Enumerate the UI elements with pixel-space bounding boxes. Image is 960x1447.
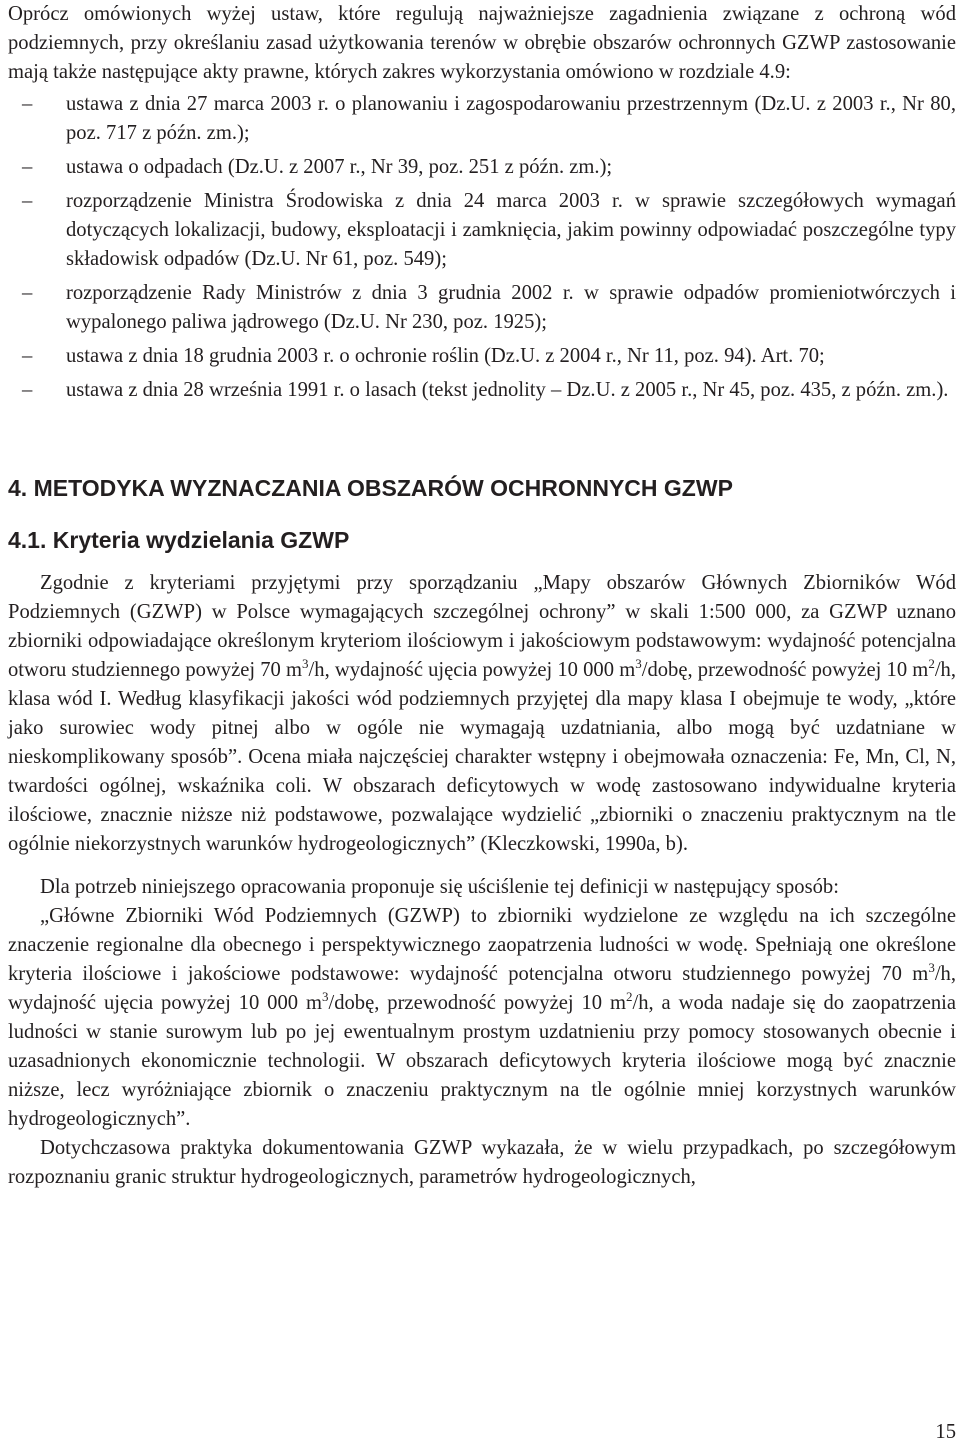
list-item: – rozporządzenie Ministra Środowiska z dnia 24 marca 2003 r. w sprawie szczegółowych wymagań dotyczących lokalizacji, budowy, eksploatacji i zamknięcia, jakim powinny odpowiadać poszczególne typy składowisk odpadów (Dz.U. Nr 61, poz. 549); <box>8 187 956 274</box>
list-item: – ustawa o odpadach (Dz.U. z 2007 r., Nr 39, poz. 251 z późn. zm.); <box>8 153 956 182</box>
definition-intro-paragraph: Dla potrzeb niniejszego opracowania proponuje się uściślenie tej definicji w następujący sposób: <box>40 876 839 898</box>
dash-bullet: – <box>22 190 33 212</box>
practice-paragraph: Dotychczasowa praktyka dokumentowania GZWP wykazała, że w wielu przypadkach, po szczegółowym rozpoznaniu granic struktur hydrogeologicznych, parametrów hydrogeologicznych, <box>8 1137 956 1188</box>
document-page <box>8 0 956 1192</box>
dash-bullet: – <box>22 93 33 115</box>
dash-bullet: – <box>22 156 33 178</box>
section-heading: 4.1. Kryteria wydzielania GZWP <box>8 527 350 553</box>
criteria-paragraph: Zgodnie z kryteriami przyjętymi przy sporządzaniu „Mapy obszarów Głównych Zbiorników Wód Podziemnych (GZWP) w Polsce wymagających szczególnej ochrony” w skali 1:500 000, za GZWP uznano zbiorniki odpowiadające określonym kryteriom ilościowym i jakościowym podstawowym: wydajność potencjalna otworu studziennego powyżej 70 $m^3/h$, wydajność ujęcia powyżej 10 000 $m^3$/dobę, przewodność powyżej 10 $m^2/h$, klasa wód I. Według klasyfikacji jakości wód podziemnych przyjętej dla mapy klasa I obejmuje te wody, „które jako surowiec wody pitnej albo w ogóle nie wymagają uzdatniania, albo mogą być uzdatniane w nieskomplikowany sposób”. Ocena miała najczęściej charakter wstępny i obejmowała oznaczenia: Fe, Mn, Cl, N, twardości ogólnej, wskaźnika coli. W obszarach deficytowych w wodę zastosowano indywidualne kryteria ilościowe, znacznie niższe niż podstawowe, pozwalające wydzielić „zbiorniki o znaczeniu praktycznym na tle ogólnie niekorzystnych warunków hydrogeologicznych” (Kleczkowski, 1990a, b). <box>8 572 956 855</box>
intro-paragraph: Oprócz omówionych wyżej ustaw, które regulują najważniejsze zagadnienia związane z ochroną wód podziemnych, przy określaniu zasad użytkowania terenów w obrębie obszarów ochronnych GZWP zastosowanie mają także następujące akty prawne, których zakres wykorzystania omówiono w rozdziale 4.9: <box>8 3 956 83</box>
dash-bullet: – <box>22 282 33 304</box>
dash-bullet: – <box>22 345 33 367</box>
chapter-heading: 4. METODYKA WYZNACZANIA OBSZARÓW OCHRONNYCH GZWP <box>8 475 733 501</box>
list-item: – rozporządzenie Rady Ministrów z dnia 3 grudnia 2002 r. w sprawie odpadów promieniotwórczych i wypalonego paliwa jądrowego (Dz.U. Nr 230, poz. 1925); <box>8 279 956 337</box>
definition-paragraph: „Główne Zbiorniki Wód Podziemnych (GZWP) to zbiorniki wydzielone ze względu na ich szczególne znaczenie regionalne dla obecnego i perspektywicznego zaopatrzenia ludności w wodę. Spełniają one określone kryteria ilościowe i jakościowe podstawowe: wydajność potencjalna otworu studziennego powyżej 70 $m^3/h$, wydajność ujęcia powyżej 10 000 $m^3$/dobę, przewodność powyżej 10 $m^2/h$, a woda nadaje się do zaopatrzenia ludności w stanie surowym lub po jej ewentualnym prostym uzdatnieniu przy pomocy stosowanych obecnie i uzasadnionych ekonomicznie technologii. W obszarach deficytowych kryteria ilościowe mogą być znacznie niższe, lecz wyróżniające zbiornik o znaczeniu praktycznym na tle ogólnie mniej korzystnych warunków hydrogeologicznych”. <box>8 905 957 1130</box>
list-item: – ustawa z dnia 27 marca 2003 r. o planowaniu i zagospodarowaniu przestrzennym (Dz.U. z 2003 r., Nr 80, poz. 717 z późn. zm.); <box>8 90 956 148</box>
list-item: – ustawa z dnia 28 września 1991 r. o lasach (tekst jednolity – Dz.U. z 2005 r., Nr 45, poz. 435, z późn. zm.). <box>8 376 956 405</box>
list-item: – ustawa z dnia 18 grudnia 2003 r. o ochronie roślin (Dz.U. z 2004 r., Nr 11, poz. 94). Art. 70; <box>8 342 956 371</box>
dash-bullet: – <box>22 379 33 401</box>
page-number: 15 <box>935 1421 956 1443</box>
legal-acts-list <box>8 90 956 405</box>
